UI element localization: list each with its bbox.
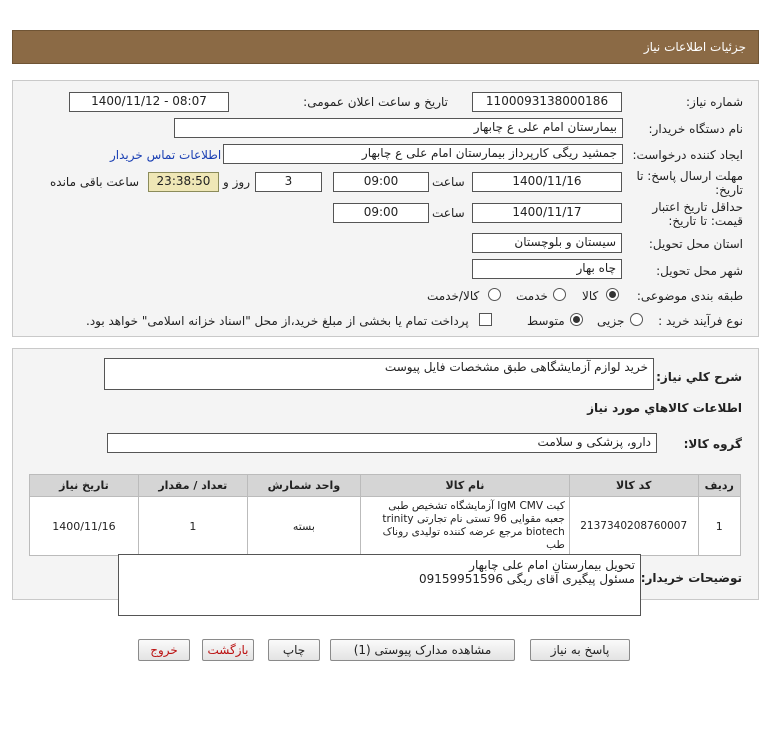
- exit-button[interactable]: خروج: [138, 639, 190, 661]
- category-both-label: کالا/خدمت: [427, 289, 480, 303]
- process-medium-radio[interactable]: [570, 313, 583, 326]
- city-label: شهر محل تحویل:: [656, 264, 743, 278]
- summary-field: خرید لوازم آزمایشگاهی طبق مشخصات فایل پیوست: [104, 358, 654, 390]
- need-number-label: شماره نیاز:: [686, 95, 743, 109]
- category-goods-label: کالا: [582, 289, 599, 303]
- print-button[interactable]: چاپ: [268, 639, 320, 661]
- deadline-time-label: ساعت: [432, 175, 465, 189]
- validity-date-field: 1400/11/17: [472, 203, 622, 223]
- deadline-time-field: 09:00: [333, 172, 429, 192]
- reply-button[interactable]: پاسخ به نیاز: [530, 639, 630, 661]
- goods-section-title: اطلاعات کالاهاي مورد نياز: [587, 401, 742, 415]
- category-both-radio[interactable]: [488, 288, 501, 301]
- city-field: چاه بهار: [472, 259, 622, 279]
- deadline-date-field: 1400/11/16: [472, 172, 622, 192]
- remaining-time-field: 23:38:50: [148, 172, 219, 192]
- col-qty: تعداد / مقدار: [138, 475, 247, 497]
- col-name: نام کالا: [361, 475, 570, 497]
- goods-table-header: [30, 475, 741, 497]
- col-index: ردیف: [698, 475, 740, 497]
- category-goods-radio[interactable]: [606, 288, 619, 301]
- goods-table: [29, 474, 741, 556]
- buyer-contact-link[interactable]: اطلاعات تماس خریدار: [110, 148, 222, 162]
- deadline-label: مهلت ارسال پاسخ: تا: [636, 169, 743, 183]
- category-service-label: خدمت: [516, 289, 548, 303]
- col-code: کد کالا: [569, 475, 698, 497]
- need-number-field: 1100093138000186: [472, 92, 622, 112]
- remaining-time-label: ساعت باقی مانده: [50, 175, 140, 189]
- announce-date-field: 1400/11/12 - 08:07: [69, 92, 229, 112]
- days-label: روز و: [223, 175, 250, 189]
- announce-date-label: تاریخ و ساعت اعلان عمومی:: [303, 95, 448, 109]
- row-qty: 1: [138, 497, 247, 556]
- treasury-checkbox[interactable]: [479, 313, 492, 326]
- category-label: طبقه بندی موضوعی:: [636, 289, 743, 303]
- row-code: 2137340208760007: [569, 497, 698, 556]
- buyer-notes-line-1: تحویل بیمارستان امام علی چابهار: [469, 558, 635, 572]
- page-title: جزئیات اطلاعات نیاز: [643, 40, 746, 54]
- process-label: نوع فرآیند خرید :: [658, 314, 743, 328]
- buyer-notes-label: توضیحات خریدار:: [640, 571, 742, 585]
- province-label: استان محل تحویل:: [648, 237, 743, 251]
- attachments-button[interactable]: مشاهده مدارک پیوستی (1): [330, 639, 515, 661]
- validity-label: حداقل تاریخ اعتبار: [652, 200, 743, 214]
- days-field: 3: [255, 172, 322, 192]
- deadline-label-2: تاریخ:: [715, 183, 743, 197]
- validity-time-field: 09:00: [333, 203, 429, 223]
- row-index: 1: [698, 497, 740, 556]
- process-medium-label: متوسط: [527, 314, 565, 328]
- back-button[interactable]: بازگشت: [202, 639, 254, 661]
- row-date: 1400/11/16: [30, 497, 139, 556]
- buyer-notes-field: [118, 554, 641, 616]
- summary-label: شرح کلي نياز:: [656, 370, 742, 384]
- row-name: کیت IgM CMV آزمایشگاه تشخیص طبی جعبه مقوایی 96 تستی نام تجارتی trinity biotech مرجع عرضه کننده تولیدی روناک طب: [361, 497, 570, 556]
- goods-group-label: گروه کالا:: [683, 437, 742, 451]
- table-row: [30, 497, 741, 556]
- creator-field: جمشید ریگی کارپرداز بیمارستان امام علی ع چابهار: [223, 144, 623, 164]
- province-field: سیستان و بلوچستان: [472, 233, 622, 253]
- goods-group-field: دارو، پزشکی و سلامت: [107, 433, 657, 453]
- row-unit: بسته: [247, 497, 360, 556]
- validity-label-2: قیمت: تا تاریخ:: [668, 214, 743, 228]
- creator-label: ایجاد کننده درخواست:: [632, 148, 743, 162]
- page-header: [12, 30, 759, 64]
- process-minor-label: جزیی: [597, 314, 625, 328]
- buyer-notes-line-2: مسئول پیگیری آقای ریگی 09159951596: [418, 572, 635, 586]
- col-unit: واحد شمارش: [247, 475, 360, 497]
- category-service-radio[interactable]: [553, 288, 566, 301]
- process-minor-radio[interactable]: [630, 313, 643, 326]
- buyer-org-label: نام دستگاه خریدار:: [648, 122, 743, 136]
- col-date: تاریخ نیاز: [30, 475, 139, 497]
- buyer-org-field: بیمارستان امام علی ع چابهار: [174, 118, 623, 138]
- validity-time-label: ساعت: [432, 206, 465, 220]
- treasury-text: پرداخت تمام یا بخشی از مبلغ خرید،از محل "اسناد خزانه اسلامی" خواهد بود.: [86, 314, 469, 328]
